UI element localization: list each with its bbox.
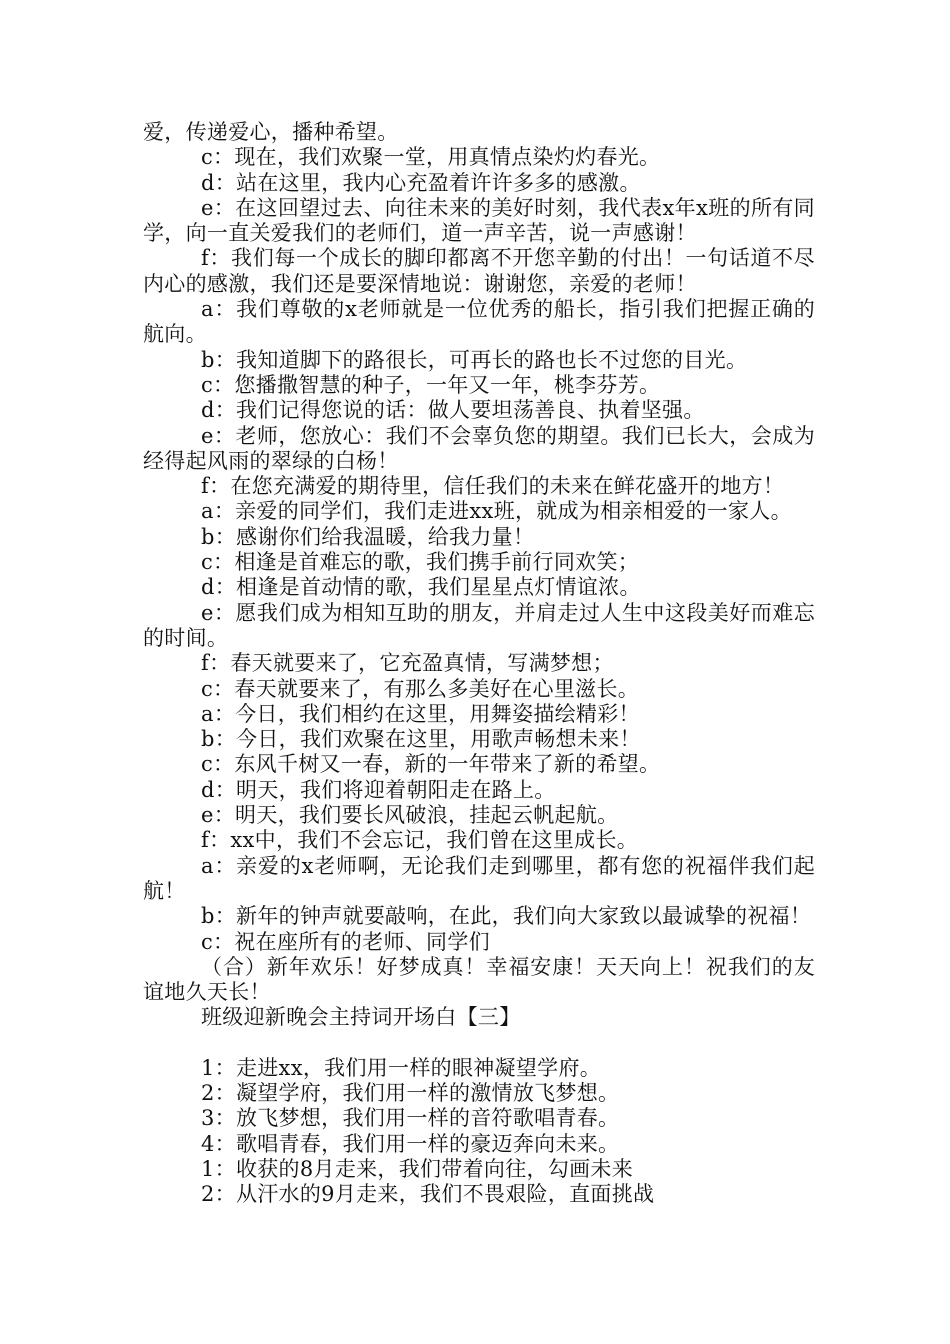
paragraph: a：我们尊敬的x老师就是一位优秀的船长，指引我们把握正确的航向。: [143, 297, 815, 347]
paragraph: a：亲爱的x老师啊，无论我们走到哪里，都有您的祝福伴我们起航！: [143, 853, 815, 903]
paragraph: b：新年的钟声就要敲响，在此，我们向大家致以最诚挚的祝福！: [201, 904, 812, 929]
paragraph: 爱，传递爱心，播种希望。: [143, 120, 399, 144]
paragraph: c：东风千树又一春，新的一年带来了新的希望。: [201, 752, 661, 777]
paragraph: e：在这回望过去、向往未来的美好时刻，我代表x年x班的所有同学，向一直关爱我们的老师们，道一声辛苦，说一声感谢！: [143, 195, 815, 246]
paragraph: c：您播撒智慧的种子，一年又一年，桃李芬芳。: [201, 372, 661, 397]
paragraph: f：我们每一个成长的脚印都离不开您辛勤的付出！一句话道不尽内心的感激，我们还是要深情地说：谢谢您，亲爱的老师！: [143, 246, 815, 296]
section-line: 3：放飞梦想，我们用一样的音符歌唱青春。: [201, 1106, 620, 1131]
paragraph: d：我们记得您说的话：做人要坦荡善良、执着坚强。: [201, 398, 705, 423]
section-line: 1：收获的8月走来，我们带着向往，勾画未来: [201, 1156, 634, 1181]
section-line: 2：从汗水的9月走来，我们不畏艰险，直面挑战: [201, 1182, 655, 1207]
paragraph: c：现在，我们欢聚一堂，用真情点染灼灼春光。: [201, 145, 661, 170]
paragraph: f：春天就要来了，它充盈真情，写满梦想；: [201, 651, 614, 676]
paragraph: e：明天，我们要长风破浪，挂起云帆起航。: [201, 803, 619, 828]
paragraph: d：相逢是首动情的歌，我们星星点灯情谊浓。: [201, 575, 641, 600]
paragraph: f：在您充满爱的期待里，信任我们的未来在鲜花盛开的地方！: [201, 474, 785, 499]
section-heading: 班级迎新晚会主持词开场白【三】: [201, 1005, 521, 1030]
paragraph: （合）新年欢乐！好梦成真！幸福安康！天天向上！祝我们的友谊地久天长！: [143, 954, 815, 1005]
document-body: [143, 120, 815, 1207]
paragraph: e：愿我们成为相知互助的朋友，并肩走过人生中这段美好而难忘的时间。: [143, 600, 815, 650]
paragraph: b：我知道脚下的路很长，可再长的路也长不过您的目光。: [201, 347, 748, 372]
paragraph: a：亲爱的同学们，我们走进xx班，就成为相亲相爱的一家人。: [201, 499, 792, 524]
paragraph: f：xx中，我们不会忘记，我们曾在这里成长。: [201, 828, 639, 853]
section-line: 2：凝望学府，我们用一样的激情放飞梦想。: [201, 1080, 620, 1105]
paragraph: e：老师，您放心：我们不会辜负您的期望。我们已长大，会成为经得起风雨的翠绿的白杨！: [143, 423, 815, 473]
paragraph: d：站在这里，我内心充盈着许许多多的感激。: [201, 170, 641, 195]
paragraph: c：春天就要来了，有那么多美好在心里滋长。: [201, 676, 640, 701]
paragraph: d：明天，我们将迎着朝阳走在路上。: [201, 777, 556, 802]
paragraph: b：今日，我们欢聚在这里，用歌声畅想未来！: [201, 727, 641, 752]
paragraph: c：相逢是首难忘的歌，我们携手前行同欢笑；: [201, 550, 640, 575]
paragraph: c：祝在座所有的老师、同学们: [201, 929, 490, 954]
paragraph: b：感谢你们给我温暖，给我力量！: [201, 524, 535, 549]
paragraph: a：今日，我们相约在这里，用舞姿描绘精彩！: [201, 701, 640, 726]
section-line: 4：歌唱青春，我们用一样的豪迈奔向未来。: [201, 1131, 620, 1156]
section-line: 1：走进xx，我们用一样的眼神凝望学府。: [201, 1055, 602, 1080]
